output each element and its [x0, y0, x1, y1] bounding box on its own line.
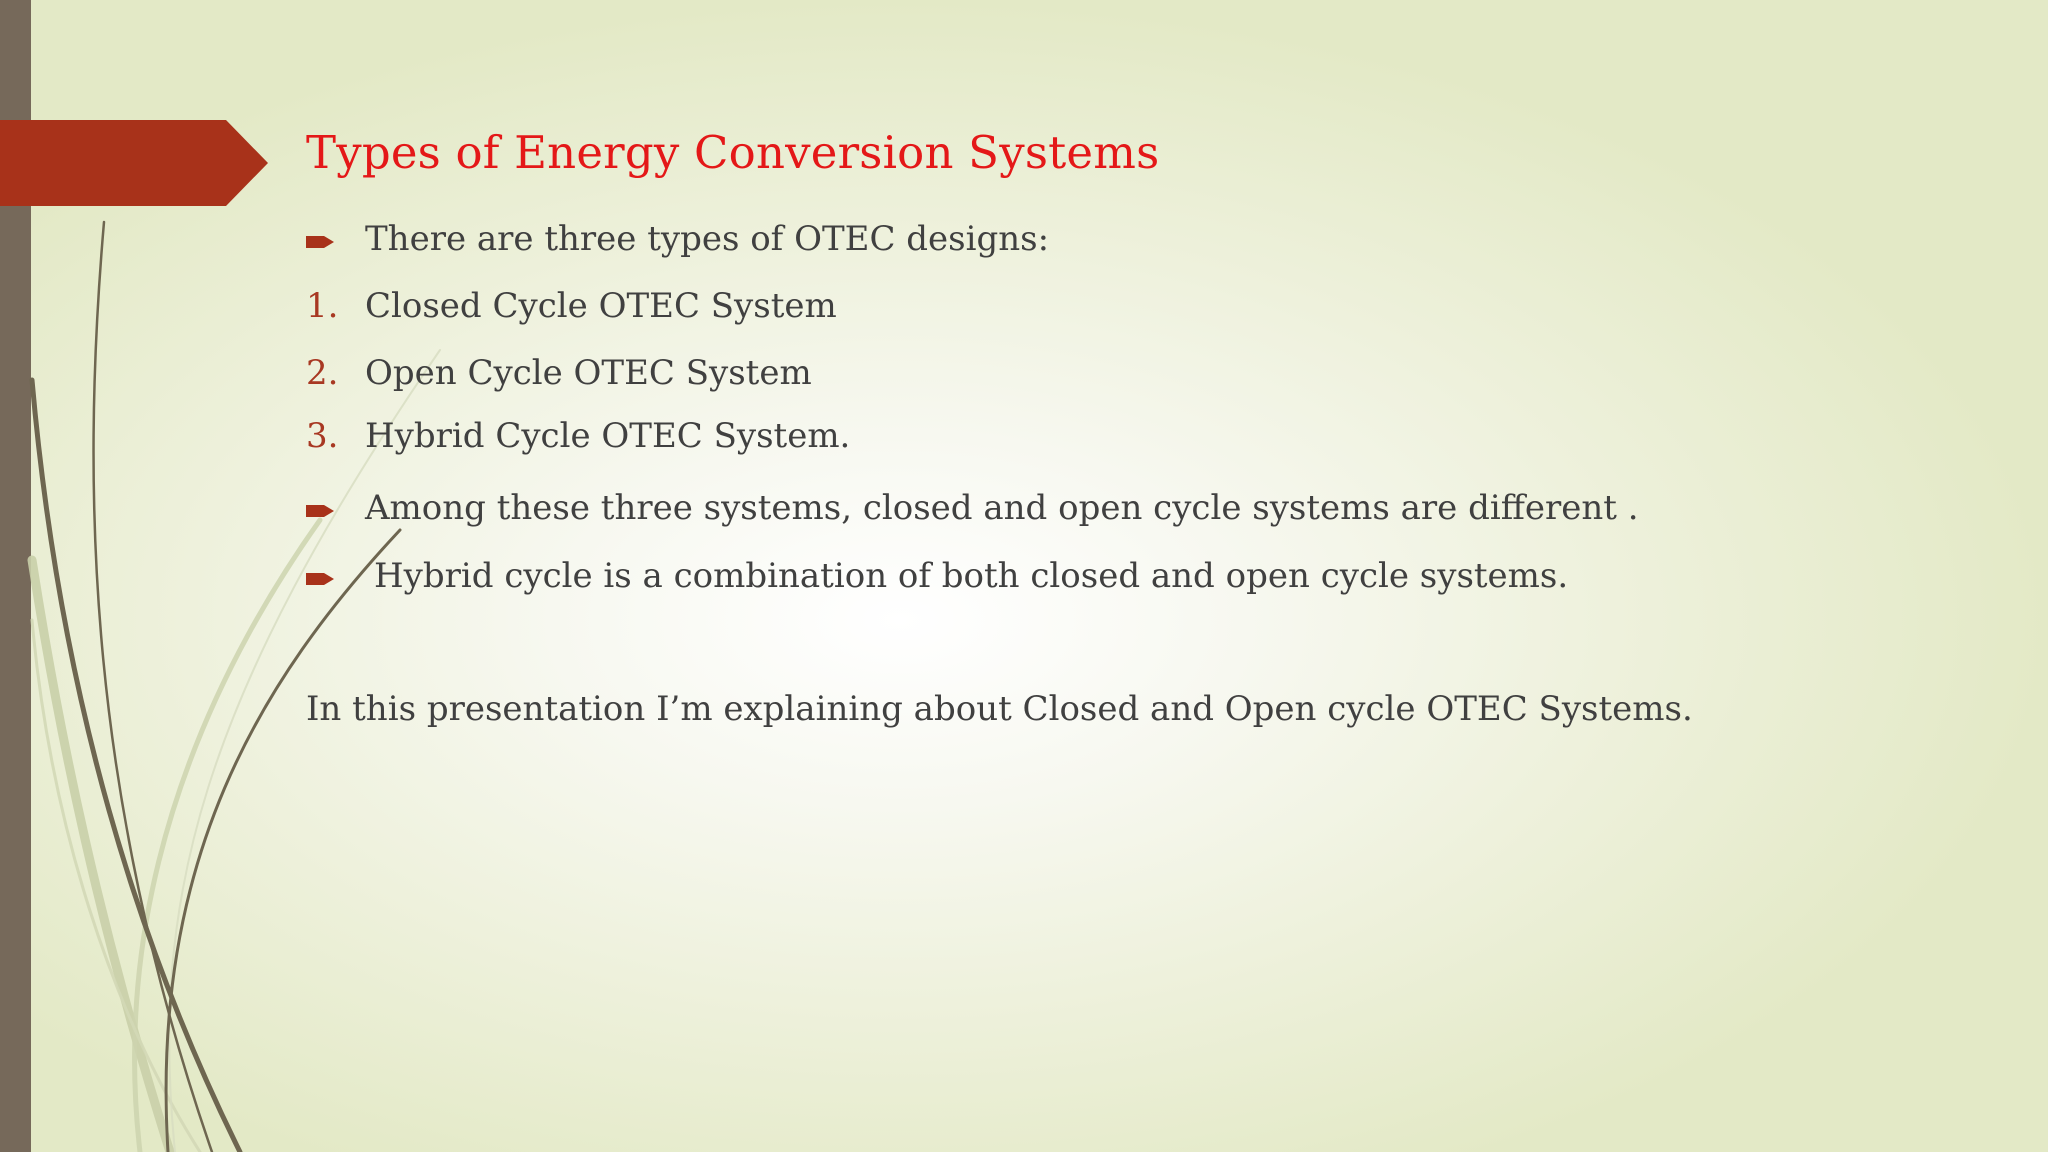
list-item-text: Hybrid cycle is a combination of both closed and open cycle systems. — [374, 556, 1569, 596]
list-item-text: Closed Cycle OTEC System — [365, 286, 837, 326]
list-item-text: Open Cycle OTEC System — [365, 353, 812, 393]
grass-blade-light-3 — [32, 620, 200, 1152]
grass-blade-dark-2 — [32, 380, 240, 1152]
title-arrow-banner — [0, 120, 270, 206]
list-item-number: 2. — [306, 353, 339, 393]
list-item-number: 1. — [306, 286, 339, 326]
list-item-text: There are three types of OTEC designs: — [365, 219, 1050, 259]
arrow-bullet-icon — [306, 232, 336, 252]
grass-blade-light-4 — [169, 350, 440, 1152]
arrow-bullet-icon — [306, 569, 336, 589]
grass-blade-dark-1 — [94, 222, 212, 1152]
list-item-number: 3. — [306, 416, 339, 456]
grass-blade-light-1 — [32, 560, 170, 1152]
closing-text: In this presentation I’m explaining about Closed and Open cycle OTEC Systems. — [306, 689, 1693, 729]
grass-blade-dark-3 — [166, 530, 400, 1152]
list-item-text: Among these three systems, closed and open cycle systems are different . — [365, 488, 1639, 528]
grass-blade-light-2 — [135, 520, 320, 1152]
slide-title: Types of Energy Conversion Systems — [306, 126, 1160, 179]
arrow-bullet-icon — [306, 501, 336, 521]
list-item-text: Hybrid Cycle OTEC System. — [365, 416, 851, 456]
